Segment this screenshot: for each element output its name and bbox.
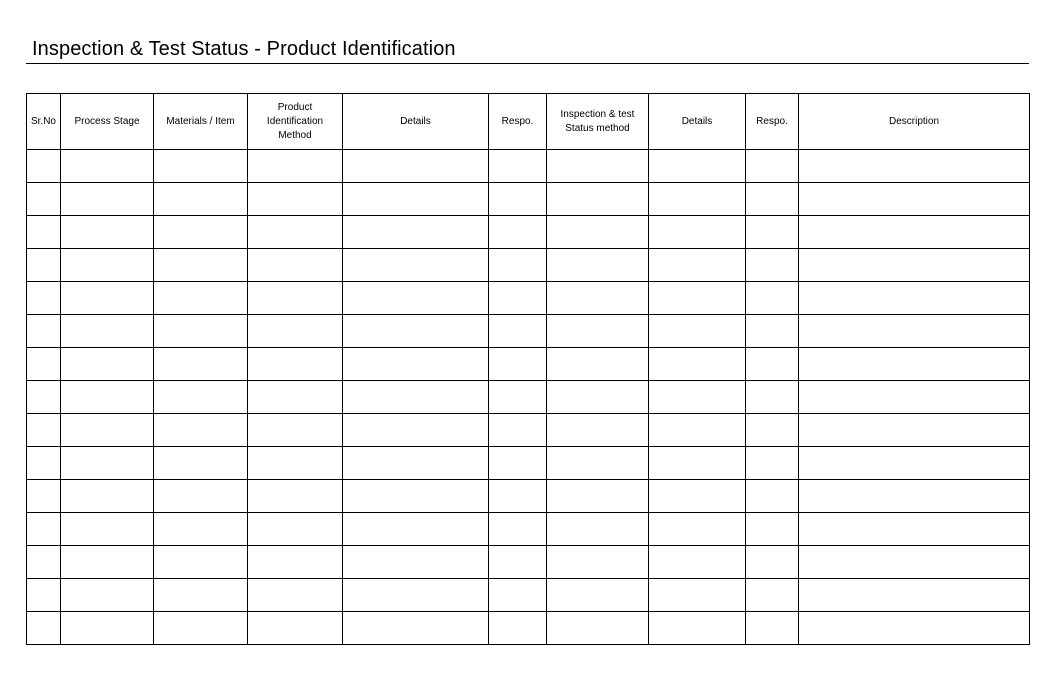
table-cell[interactable] [343, 480, 489, 513]
table-cell[interactable] [61, 183, 154, 216]
table-cell[interactable] [61, 513, 154, 546]
table-cell[interactable] [547, 447, 649, 480]
table-cell[interactable] [248, 612, 343, 645]
table-cell[interactable] [27, 447, 61, 480]
column-header-inspection-test-status-method: Inspection & test Status method [547, 94, 649, 150]
column-header-details-2: Details [649, 94, 746, 150]
table-cell[interactable] [248, 183, 343, 216]
table-cell[interactable] [746, 249, 799, 282]
table-cell[interactable] [61, 579, 154, 612]
table-cell[interactable] [649, 381, 746, 414]
table-cell[interactable] [649, 447, 746, 480]
table-body [27, 150, 1030, 645]
table-cell[interactable] [799, 381, 1030, 414]
table-cell[interactable] [649, 414, 746, 447]
table-cell[interactable] [248, 150, 343, 183]
table-cell[interactable] [489, 414, 547, 447]
table-cell[interactable] [154, 612, 248, 645]
table-cell[interactable] [799, 513, 1030, 546]
table-cell[interactable] [343, 546, 489, 579]
table-cell[interactable] [154, 150, 248, 183]
table-cell[interactable] [547, 612, 649, 645]
table-cell[interactable] [547, 579, 649, 612]
table-cell[interactable] [154, 414, 248, 447]
table-cell[interactable] [154, 282, 248, 315]
table-row [27, 447, 1030, 480]
table-cell[interactable] [343, 249, 489, 282]
page-title: Inspection & Test Status - Product Identification [32, 38, 456, 60]
table-cell[interactable] [27, 216, 61, 249]
table-cell[interactable] [27, 513, 61, 546]
inspection-status-table [26, 93, 1030, 645]
table-cell[interactable] [154, 315, 248, 348]
table-cell[interactable] [343, 150, 489, 183]
table-cell[interactable] [547, 150, 649, 183]
table-cell[interactable] [746, 414, 799, 447]
table-cell[interactable] [27, 546, 61, 579]
table-cell[interactable] [343, 447, 489, 480]
table-cell[interactable] [154, 480, 248, 513]
table-row [27, 183, 1030, 216]
column-header-description: Description [799, 94, 1030, 150]
table-cell[interactable] [799, 216, 1030, 249]
table-cell[interactable] [746, 381, 799, 414]
table-cell[interactable] [746, 348, 799, 381]
table-header-row [27, 94, 1030, 150]
table-cell[interactable] [489, 612, 547, 645]
table-cell[interactable] [61, 381, 154, 414]
table-cell[interactable] [61, 447, 154, 480]
table-cell[interactable] [649, 216, 746, 249]
table-cell[interactable] [343, 183, 489, 216]
table-cell[interactable] [27, 348, 61, 381]
table-cell[interactable] [248, 513, 343, 546]
table-cell[interactable] [649, 249, 746, 282]
table-cell[interactable] [547, 216, 649, 249]
table-cell[interactable] [799, 348, 1030, 381]
table-cell[interactable] [649, 546, 746, 579]
table-cell[interactable] [799, 546, 1030, 579]
table-cell[interactable] [248, 381, 343, 414]
table-row [27, 612, 1030, 645]
column-header-respo: Respo. [489, 94, 547, 150]
column-header-sr-no: Sr.No [27, 94, 61, 150]
table-cell[interactable] [154, 249, 248, 282]
title-underline [26, 63, 1029, 64]
table-cell[interactable] [649, 348, 746, 381]
table-cell[interactable] [799, 612, 1030, 645]
table-cell[interactable] [154, 513, 248, 546]
table-cell[interactable] [547, 546, 649, 579]
table-cell[interactable] [746, 282, 799, 315]
table-cell[interactable] [343, 315, 489, 348]
table-cell[interactable] [154, 381, 248, 414]
table-cell[interactable] [799, 447, 1030, 480]
table-cell[interactable] [799, 282, 1030, 315]
table-cell[interactable] [547, 381, 649, 414]
table-cell[interactable] [154, 447, 248, 480]
table-cell[interactable] [248, 414, 343, 447]
table-cell[interactable] [746, 447, 799, 480]
table-cell[interactable] [61, 546, 154, 579]
table-cell[interactable] [746, 216, 799, 249]
table-cell[interactable] [489, 183, 547, 216]
table-cell[interactable] [248, 282, 343, 315]
table-cell[interactable] [248, 546, 343, 579]
table-cell[interactable] [799, 579, 1030, 612]
table-cell[interactable] [649, 579, 746, 612]
table-cell[interactable] [547, 249, 649, 282]
table-cell[interactable] [343, 414, 489, 447]
table-row [27, 579, 1030, 612]
table-cell[interactable] [248, 348, 343, 381]
table-cell[interactable] [746, 480, 799, 513]
table-cell[interactable] [61, 348, 154, 381]
table-cell[interactable] [489, 249, 547, 282]
table-cell[interactable] [799, 315, 1030, 348]
table-cell[interactable] [343, 216, 489, 249]
column-header-product-identification-method: Product Identification Method [248, 94, 343, 150]
table-cell[interactable] [649, 612, 746, 645]
table-cell[interactable] [27, 315, 61, 348]
table-cell[interactable] [343, 282, 489, 315]
table-cell[interactable] [799, 414, 1030, 447]
table-row [27, 249, 1030, 282]
table-cell[interactable] [248, 480, 343, 513]
column-header-process-stage: Process Stage [61, 94, 154, 150]
table-cell[interactable] [248, 447, 343, 480]
table-cell[interactable] [154, 348, 248, 381]
table-cell[interactable] [61, 150, 154, 183]
table-cell[interactable] [746, 513, 799, 546]
table-cell[interactable] [27, 414, 61, 447]
table-row [27, 315, 1030, 348]
table-cell[interactable] [27, 579, 61, 612]
table-cell[interactable] [799, 249, 1030, 282]
table-cell[interactable] [489, 579, 547, 612]
table-cell[interactable] [248, 249, 343, 282]
table-cell[interactable] [489, 150, 547, 183]
table-cell[interactable] [61, 480, 154, 513]
table-cell[interactable] [547, 348, 649, 381]
table-cell[interactable] [547, 414, 649, 447]
table-cell[interactable] [746, 315, 799, 348]
table-cell[interactable] [154, 579, 248, 612]
table-cell[interactable] [649, 183, 746, 216]
table-cell[interactable] [61, 612, 154, 645]
table-row [27, 150, 1030, 183]
table-cell[interactable] [61, 282, 154, 315]
column-header-details: Details [343, 94, 489, 150]
table-cell[interactable] [27, 480, 61, 513]
table-cell[interactable] [489, 315, 547, 348]
table-cell[interactable] [649, 150, 746, 183]
table-row [27, 282, 1030, 315]
table-cell[interactable] [27, 150, 61, 183]
table-cell[interactable] [27, 381, 61, 414]
table-cell[interactable] [61, 414, 154, 447]
table-cell[interactable] [649, 315, 746, 348]
table-cell[interactable] [649, 480, 746, 513]
table-cell[interactable] [489, 546, 547, 579]
table-cell[interactable] [649, 513, 746, 546]
table-cell[interactable] [489, 348, 547, 381]
table-cell[interactable] [746, 579, 799, 612]
table-row [27, 414, 1030, 447]
table-cell[interactable] [27, 612, 61, 645]
table-cell[interactable] [746, 546, 799, 579]
table-cell[interactable] [343, 612, 489, 645]
table-cell[interactable] [27, 183, 61, 216]
table-cell[interactable] [61, 249, 154, 282]
table-cell[interactable] [746, 183, 799, 216]
table-row [27, 348, 1030, 381]
table-row [27, 216, 1030, 249]
column-header-respo-2: Respo. [746, 94, 799, 150]
table-cell[interactable] [343, 579, 489, 612]
table-cell[interactable] [27, 282, 61, 315]
table-cell[interactable] [27, 249, 61, 282]
table-cell[interactable] [489, 513, 547, 546]
table-cell[interactable] [547, 513, 649, 546]
table-cell[interactable] [248, 315, 343, 348]
table-cell[interactable] [61, 315, 154, 348]
table-cell[interactable] [799, 150, 1030, 183]
table-cell[interactable] [248, 579, 343, 612]
table-cell[interactable] [489, 282, 547, 315]
table-cell[interactable] [154, 183, 248, 216]
table-cell[interactable] [154, 216, 248, 249]
table-cell[interactable] [61, 216, 154, 249]
table-cell[interactable] [547, 282, 649, 315]
table-cell[interactable] [248, 216, 343, 249]
table-cell[interactable] [547, 480, 649, 513]
table-cell[interactable] [489, 480, 547, 513]
table-cell[interactable] [343, 381, 489, 414]
table-row [27, 513, 1030, 546]
table-row [27, 381, 1030, 414]
table-cell[interactable] [547, 183, 649, 216]
table-cell[interactable] [343, 513, 489, 546]
table-cell[interactable] [746, 150, 799, 183]
table-cell[interactable] [343, 348, 489, 381]
table-cell[interactable] [746, 612, 799, 645]
table-cell[interactable] [799, 183, 1030, 216]
table-cell[interactable] [547, 315, 649, 348]
table-cell[interactable] [649, 282, 746, 315]
table-cell[interactable] [799, 480, 1030, 513]
table-cell[interactable] [489, 216, 547, 249]
table-row [27, 546, 1030, 579]
column-header-materials-item: Materials / Item [154, 94, 248, 150]
table-row [27, 480, 1030, 513]
table-cell[interactable] [154, 546, 248, 579]
table-cell[interactable] [489, 447, 547, 480]
table-cell[interactable] [489, 381, 547, 414]
